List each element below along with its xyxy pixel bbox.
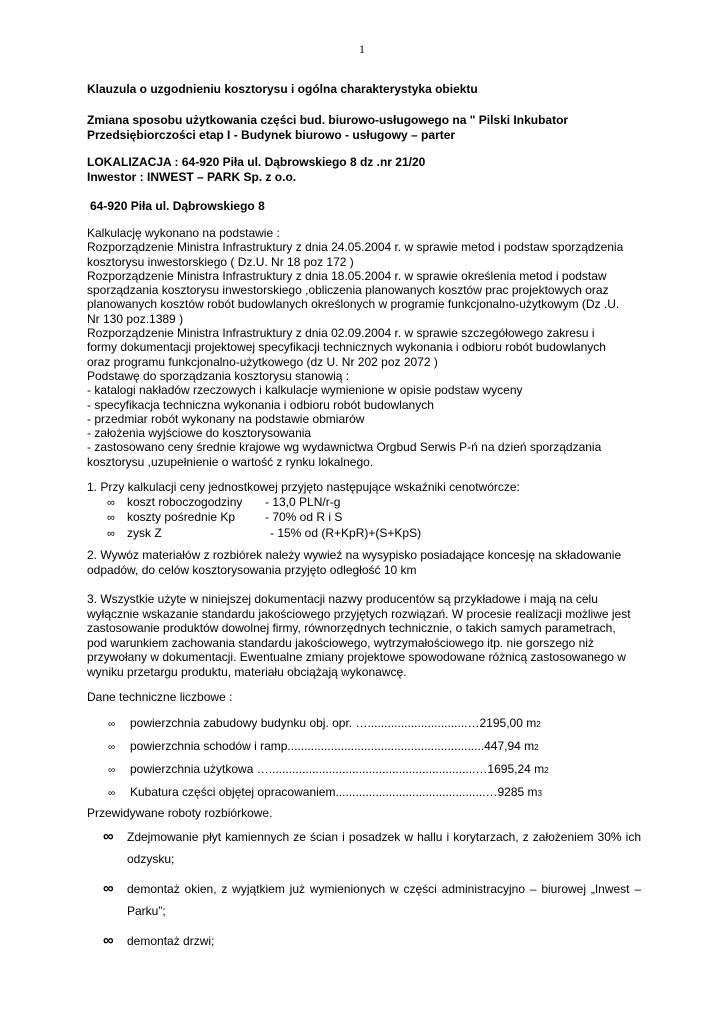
text-line: Rozporządzenie Ministra Infrastruktury z dnia 18.05.2004 r. w sprawie określenia metod i podstaw xyxy=(87,268,607,283)
point-3 xyxy=(87,592,647,679)
subject-line: Przedsiębiorczości etap I - Budynek biurowo - usługowy – parter xyxy=(87,127,456,142)
page-number: 1 xyxy=(359,42,365,56)
kalkulacja-block xyxy=(87,226,647,469)
roboty-text: Zdejmowanie płyt kamiennych ze ścian i posadzek w hallu i korytarzach, z założeniem 30% ich odzysku; xyxy=(127,830,641,866)
infinity-bullet-icon: ∞ xyxy=(107,527,115,540)
text-line: zastosowanie produktów dowolnej firmy, równorzędnych technicznie, o takich samych parametrach, xyxy=(87,621,616,635)
indicator-label: koszt roboczogodziny xyxy=(127,494,243,509)
location-block xyxy=(87,155,647,184)
indicator-value: - 15% od (R+KpR)+(S+KpS) xyxy=(270,525,422,540)
text-line: - specyfikacja techniczna wykonania i odbioru robót budowlanych xyxy=(87,397,434,412)
dane-item: ∞ Kubatura części objętej opracowaniem.............................................…9285 m 3 xyxy=(108,785,542,799)
address-line: 64-920 Piła ul. Dąbrowskiego 8 xyxy=(90,199,265,213)
text-line: Rozporządzenie Ministra Infrastruktury z dnia 24.05.2004 r. w sprawie metod i podstaw sporządzenia xyxy=(87,240,624,255)
investor-line: Inwestor : INWEST – PARK Sp. z o.o. xyxy=(87,169,297,184)
text-line: Nr 130 poz.1389 ) xyxy=(87,311,184,326)
dane-item: ∞ powierzchnia użytkowa …..............................................................…1695,24 m 2 xyxy=(108,762,549,776)
infinity-bullet-icon: ∞ xyxy=(107,512,115,524)
infinity-bullet-icon: ∞ xyxy=(103,880,114,897)
text-line: - katalogi nakładów rzeczowych i kalkulacje wymienione w opisie podstaw wyceny xyxy=(87,383,523,398)
indicator-label: zysk Z xyxy=(127,525,162,540)
roboty-item xyxy=(103,878,641,922)
text-line: Kalkulację wykonano na podstawie : xyxy=(87,226,280,240)
text-line: kosztorysu inwestorskiego ( Dz.U. Nr 18 poz 172 ) xyxy=(87,254,354,269)
infinity-bullet-icon: ∞ xyxy=(108,719,116,730)
dane-item: ∞ powierzchnia zabudowy budynku obj. opr. …..............................…2195,00 m 2 xyxy=(108,716,541,730)
text-line: formy dokumentacji projektowej specyfikacji technicznych wykonania i odbioru robót budowlanych xyxy=(87,340,606,355)
text-line: Podstawę do sporządzania kosztorysu stanowią : xyxy=(87,368,350,383)
dane-list xyxy=(108,716,668,808)
infinity-bullet-icon: ∞ xyxy=(108,742,116,753)
document-title: Klauzula o uzgodnieniu kosztorysu i ogólna charakterystyka obiektu xyxy=(87,82,478,96)
roboty-item xyxy=(103,826,641,870)
roboty-item xyxy=(103,930,641,952)
infinity-bullet-icon: ∞ xyxy=(108,788,116,799)
dane-text: powierzchnia użytkowa …..............................................................…1695,24 m xyxy=(130,762,545,776)
text-line: wyniku przetargu produktu, materiału obciążają wykonawcę. xyxy=(87,664,407,679)
text-line: przywołany w dokumentacji. Ewentualne zmiany projektowe spowodowane różnicą zastosowanego w xyxy=(87,650,626,664)
infinity-bullet-icon: ∞ xyxy=(107,496,115,509)
roboty-text: demontaż drzwi; xyxy=(127,934,215,948)
text-line: oraz programu funkcjonalno-użytkowego (dz U. Nr 202 poz 2072 ) xyxy=(87,354,438,369)
text-line: wyłącznie wskazanie standardu jakościowego przyjętych rozwiązań. W procesie realizacji możliwe jest xyxy=(87,606,631,621)
indicator-value: - 13,0 PLN/r-g xyxy=(265,494,341,509)
indicator-row xyxy=(87,526,647,542)
infinity-bullet-icon: ∞ xyxy=(103,828,114,845)
point-1-header: 1. Przy kalkulacji ceny jednostkowej przyjęto następujące wskaźniki cenotwórcze: xyxy=(87,480,520,494)
dane-text: powierzchnia zabudowy budynku obj. opr. …..............................…2195,00 m xyxy=(130,716,537,730)
location-line: LOKALIZACJA : 64-920 Piła ul. Dąbrowskiego 8 dz .nr 21/20 xyxy=(87,155,426,169)
text-line: - zastosowano ceny średnie krajowe wg wydawnictwa Orgbud Serwis P-ń na dzień sporządzania xyxy=(87,440,602,455)
dane-text: Kubatura części objętej opracowaniem.............................................…9285 m xyxy=(130,785,538,799)
roboty-text: demontaż okien, z wyjątkiem już wymienionych w części administracyjno – biurowej „Inwest – Parku”; xyxy=(127,882,641,918)
dane-item: ∞ powierzchnia schodów i ramp...........................................................447,94 m 2 xyxy=(108,739,539,753)
indicator-label: koszty pośrednie Kp xyxy=(127,510,236,524)
text-line: 2. Wywóz materiałów z rozbiórek należy wywieź na wysypisko posiadające koncesję na składowanie xyxy=(87,548,622,562)
text-line: 3. Wszystkie użyte w niniejszej dokumentacji nazwy producentów są przykładowe i mają na celu xyxy=(87,592,598,606)
infinity-bullet-icon: ∞ xyxy=(103,932,114,949)
roboty-list xyxy=(103,826,641,960)
text-line: - przedmiar robót wykonany na podstawie obmiarów xyxy=(87,411,365,426)
przewidywane-header: Przewidywane roboty rozbiórkowe. xyxy=(87,806,273,820)
text-line: - założenia wyjściowe do kosztorysowania xyxy=(87,426,312,441)
dane-text: powierzchnia schodów i ramp...........................................................447,94 m xyxy=(130,739,535,753)
dane-header: Dane techniczne liczbowe : xyxy=(87,690,233,704)
subject-line: Zmiana sposobu użytkowania części bud. biurowo-usługowego na " Pilski Inkubator xyxy=(87,113,569,127)
text-line: pod warunkiem zachowania standardu jakościowego, wytrzymałościowego itp. nie gorszego niż xyxy=(87,635,594,650)
point-2 xyxy=(87,548,647,577)
text-line: planowanych kosztów robót budowlanych określonych w programie funkcjonalno-użytkowym (Dz .U. xyxy=(87,297,620,312)
indicator-row xyxy=(87,495,647,511)
indicator-row xyxy=(87,510,647,526)
text-line: Rozporządzenie Ministra Infrastruktury z dnia 02.09.2004 r. w sprawie szczegółowego zakresu i xyxy=(87,326,595,341)
text-line: kosztorysu ,uzupełnienie o wartość z rynku lokalnego. xyxy=(87,454,374,469)
indicator-value: - 70% od R i S xyxy=(265,510,343,524)
point-1 xyxy=(87,480,647,541)
text-line: sporządzania kosztorysu inwestorskiego ,obliczenia planowanych kosztów prac projektowych oraz xyxy=(87,283,609,298)
infinity-bullet-icon: ∞ xyxy=(108,765,116,776)
text-line: odpadów, do celów kosztorysowania przyjęto odległość 10 km xyxy=(87,562,417,577)
subject-block xyxy=(87,113,647,142)
